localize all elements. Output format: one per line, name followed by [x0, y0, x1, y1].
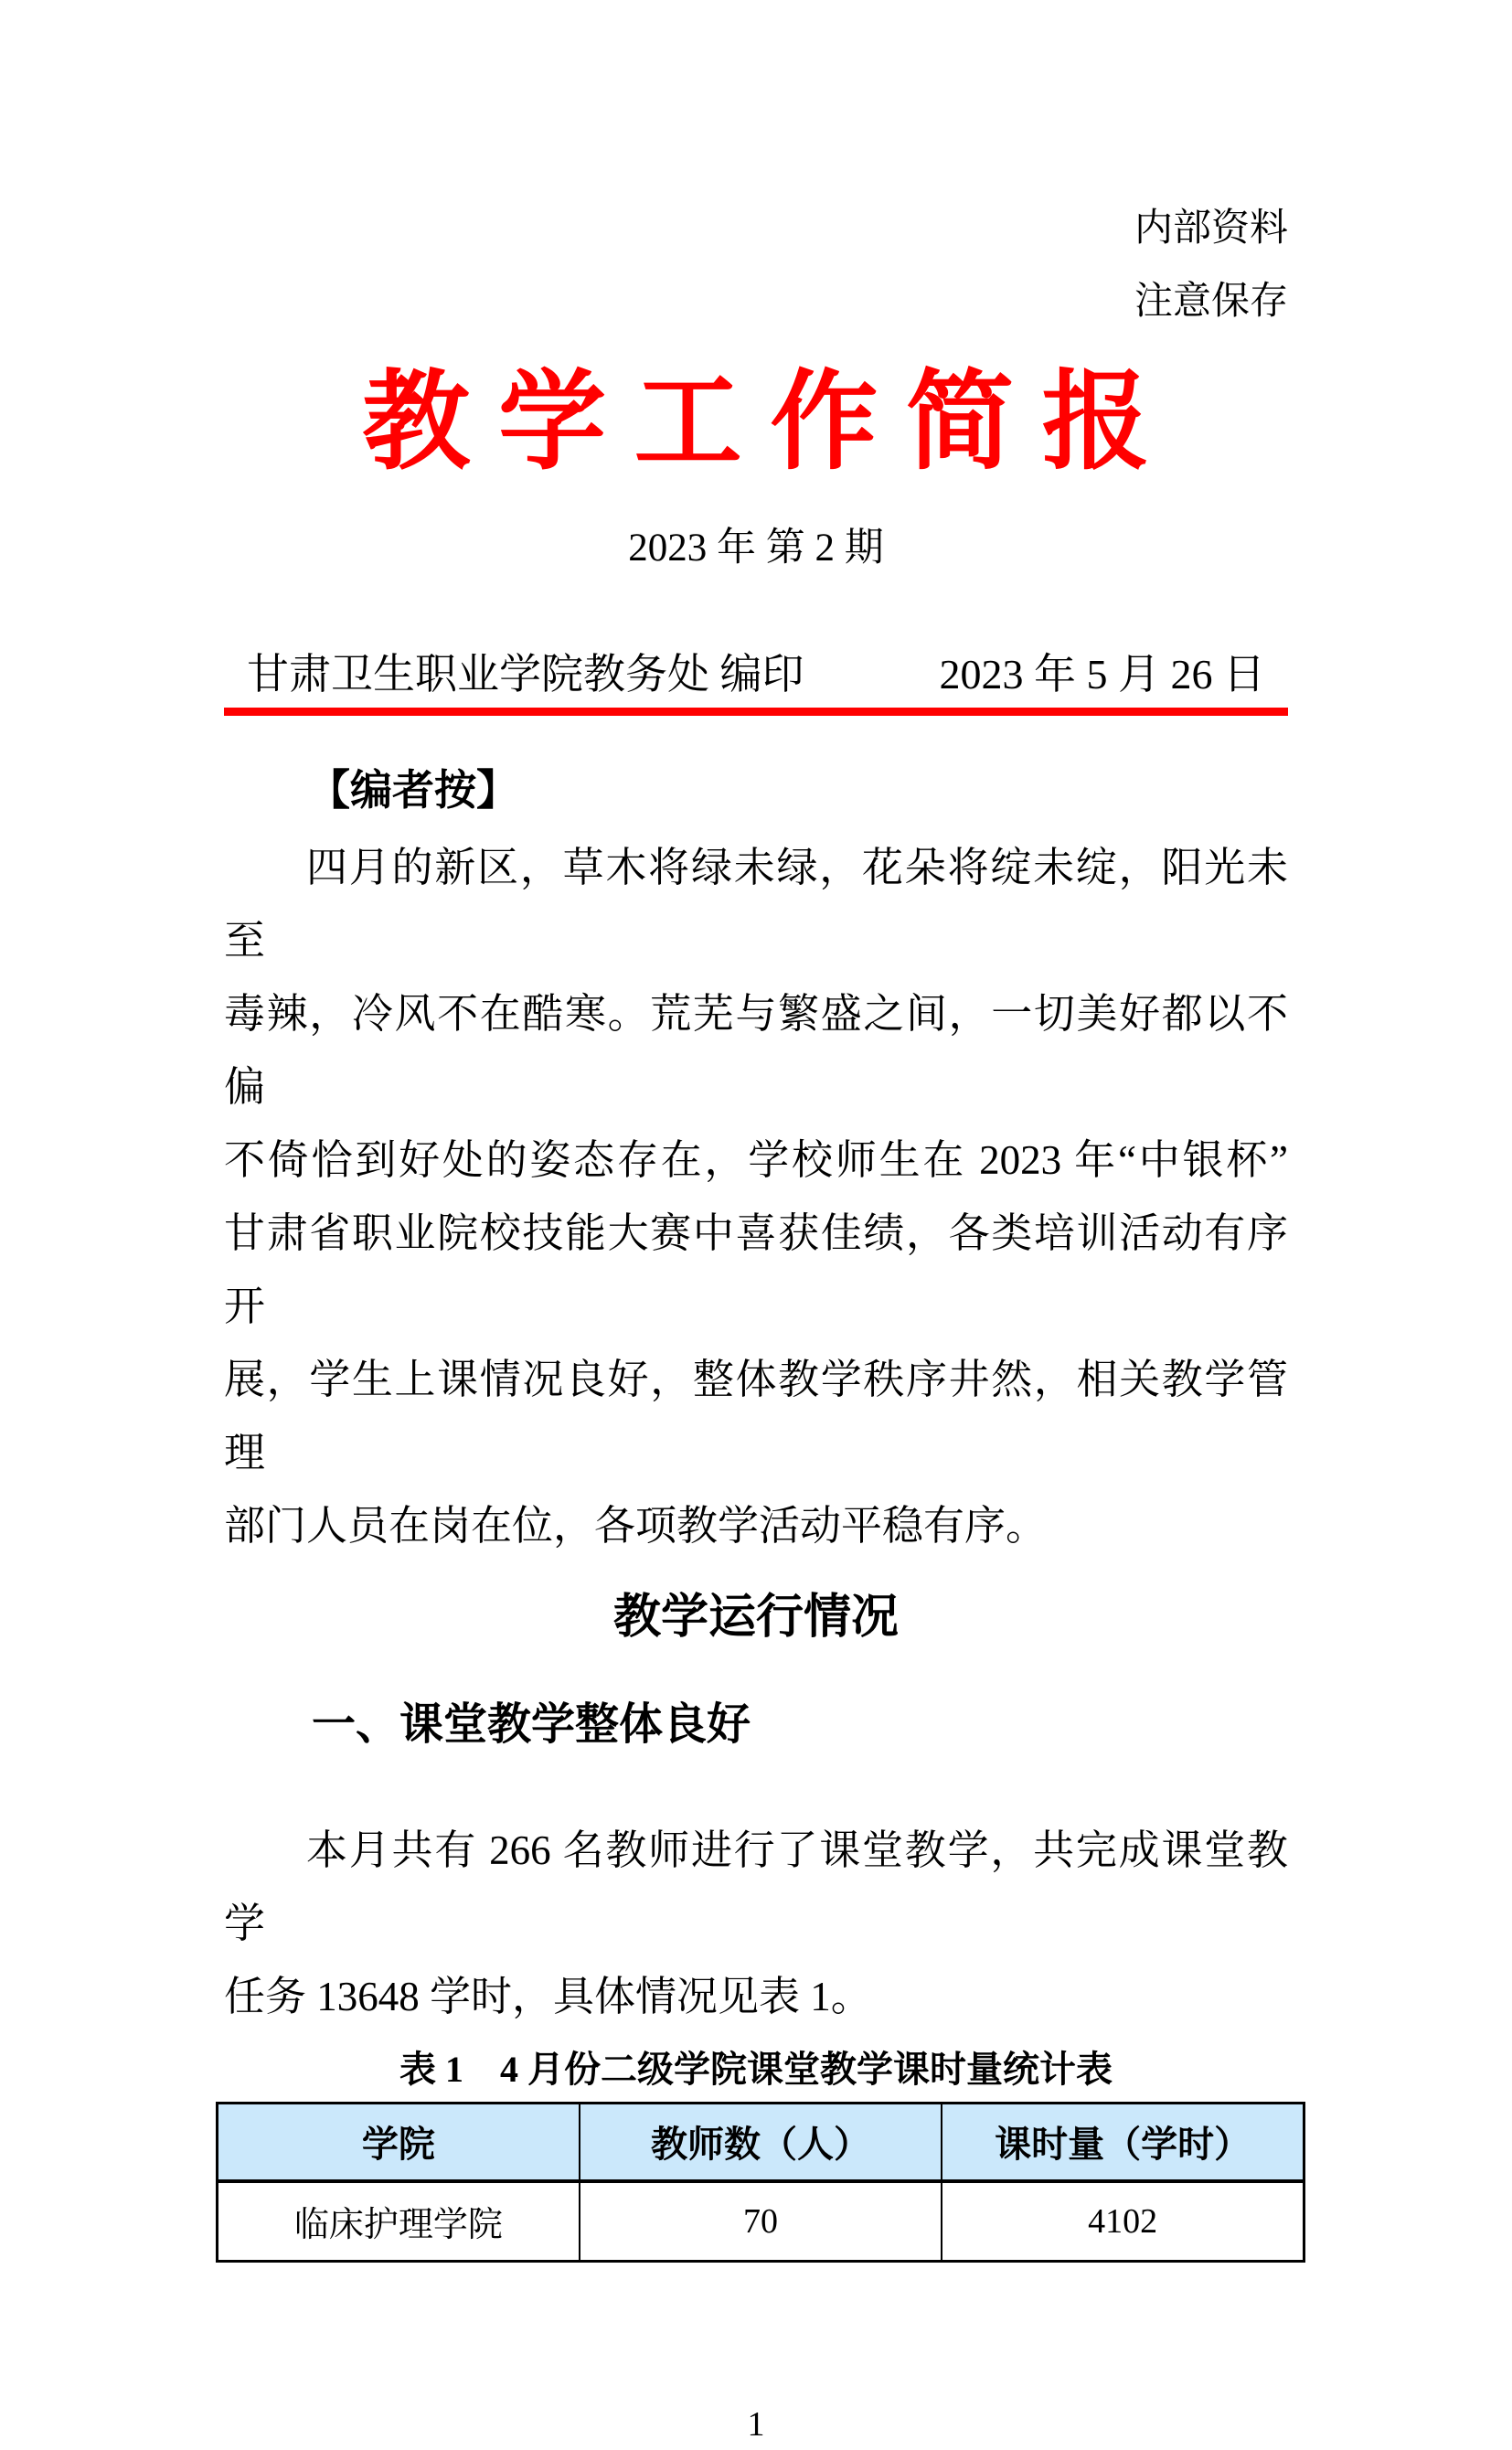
red-divider-rule: [224, 708, 1288, 716]
column-header-teacher-count: 教师数（人）: [580, 2104, 942, 2181]
publisher-label: 甘肃卫生职业学院教务处 编印: [247, 651, 804, 698]
publication-line: [224, 649, 1288, 700]
teaching-hours-table: [216, 2102, 1305, 2263]
bulletin-title: 教学工作简报: [362, 363, 1178, 483]
editor-note-line: 甘肃省职业院校技能大赛中喜获佳绩，各类培训活动有序开: [224, 1210, 1288, 1329]
body-paragraph-line: 任务 13648 学时，具体情况见表 1。: [224, 1974, 872, 2019]
table-header-row: [218, 2104, 1304, 2181]
internal-material-label: 内部资料: [1134, 208, 1288, 250]
table-caption: 表 1 4 月份二级学院课堂教学课时量统计表: [399, 2049, 1113, 2090]
classroom-teaching-paragraph: [224, 1814, 1288, 2033]
subsection-heading-classroom-teaching: 一、课堂教学整体良好: [312, 1700, 751, 1749]
editor-note-line: 四月的新区，草木将绿未绿，花朵将绽未绽，阳光未至: [224, 845, 1288, 964]
cell-college-name: 临床护理学院: [218, 2181, 580, 2262]
doc-classification: [224, 192, 1288, 338]
editor-note-line: 毒辣，冷风不在酷寒。荒芜与繁盛之间，一切美好都以不偏: [224, 991, 1288, 1110]
editor-note-paragraph: [224, 831, 1288, 1562]
editor-note-line: 部门人员在岗在位，各项教学活动平稳有序。: [224, 1503, 1048, 1549]
column-header-college: 学院: [218, 2104, 580, 2181]
publish-date: 2023 年 5 月 26 日: [939, 651, 1265, 698]
column-header-class-hours: 课时量（学时）: [942, 2104, 1304, 2181]
issue-number: 2023 年 第 2 期: [628, 527, 884, 570]
section-heading-teaching-operation: 教学运行情况: [612, 1591, 899, 1644]
keep-safe-label: 注意保存: [1134, 281, 1288, 323]
page-number: 1: [747, 2405, 765, 2444]
editor-note-line: 展，学生上课情况良好，整体教学秩序井然，相关教学管理: [224, 1357, 1288, 1475]
cell-teacher-count: 70: [580, 2181, 942, 2262]
body-paragraph-line: 本月共有 266 名教师进行了课堂教学，共完成课堂教学: [224, 1827, 1288, 1946]
editor-note-line: 不倚恰到好处的姿态存在，学校师生在 2023 年“中银杯”: [224, 1137, 1288, 1183]
table-row: [218, 2181, 1304, 2262]
cell-class-hours: 4102: [942, 2181, 1304, 2262]
editor-note-heading: 【编者按】: [308, 767, 518, 814]
